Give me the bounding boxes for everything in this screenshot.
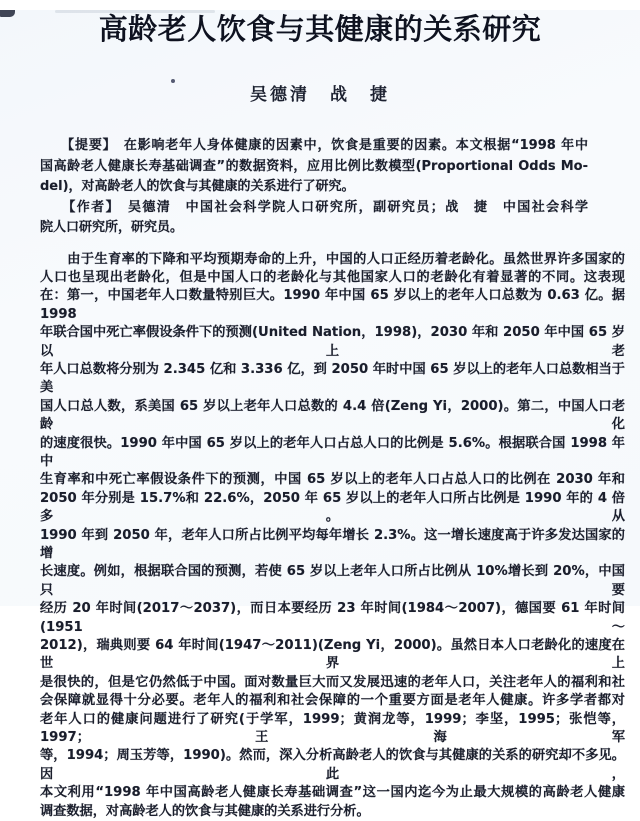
text-line: 2050 年分别是 15.7%和 22.6%，2050 年 65 岁以上的老年人口所占比例是 1990 年的 4 倍多。从 xyxy=(40,490,625,527)
text-line: 国人口总人数，系美国 65 岁以上老年人口总数的 4.4 倍(Zeng Yi，2000)。第二，中国人口老龄化 xyxy=(40,398,625,435)
text-line: 年联合国中死亡率假设条件下的预测(United Nation，1998)，2030 年和 2050 年中国 65 岁以上老 xyxy=(40,324,625,361)
text-line: 2012)，瑞典则要 64 年时间(1947～2011)(Zeng Yi，2000)。虽然日本人口老龄化的速度在世界上 xyxy=(40,637,625,674)
document-page xyxy=(0,10,640,606)
text-line: 年人口总数将分别为 2.345 亿和 3.336 亿，到 2050 年时中国 65 岁以上的老年人口总数相当于美 xyxy=(40,361,625,398)
text-line: 院人口研究所，研究员。 xyxy=(40,218,588,239)
text-line: 本文利用“1998 年中国高龄老人健康长寿基础调查”这一国内迄今为止最大规模的高龄老人健康 xyxy=(40,784,625,802)
text-line: 的速度很快。1990 年中国 65 岁以上的老年人口占总人口的比例是 5.6%。根据联合国 1998 年中 xyxy=(40,435,625,472)
text-line: 人口也呈现出老龄化，但是中国人口的老龄化与其他国家人口的老龄化有着显著的不同。这表现 xyxy=(40,269,625,287)
text-line: 在：第一，中国老年人口数量特别巨大。1990 年中国 65 岁以上的老年人口总数为 0.63 亿。据 1998 xyxy=(40,287,625,324)
text-line: del)，对高龄老人的饮食与其健康的关系进行了研究。 xyxy=(40,177,588,198)
text-line: 长速度。例如，根据联合国的预测，若使 65 岁以上老年人口所占比例从 10%增长到 20%，中国只要 xyxy=(40,563,625,600)
text-line: 生育率和中死亡率假设条件下的预测，中国 65 岁以上的老年人口占总人口的比例在 2030 年和 xyxy=(40,471,625,489)
text-line: 老年人口的健康问题进行了研究(于学军，1999；黄润龙等，1999；李坚，1995；张恺等，1997；王海军 xyxy=(40,711,625,748)
scan-edge-artifact xyxy=(55,10,215,13)
text-line: 等，1994；周玉芳等，1990)。然而，深入分析高龄老人的饮食与其健康的关系的研究却不多见。因此， xyxy=(40,747,625,784)
text-line: 经历 20 年时间(2017～2037)，而日本要经历 23 年时间(1984～2007)，德国要 61 年时间(1951～ xyxy=(40,600,625,637)
text-line: 【提要】 在影响老年人身体健康的因素中，饮食是重要的因素。本文根据“1998 年中 xyxy=(40,136,588,157)
text-line: 由于生育率的下降和平均预期寿命的上升，中国的人口正经历着老龄化。虽然世界许多国家的 xyxy=(40,251,625,269)
abstract-block xyxy=(40,136,588,239)
text-line: 会保障就显得十分必要。老年人的福利和社会保障的一个重要方面是老年人健康。许多学者都对 xyxy=(40,692,625,710)
text-line: 是很快的，但是它仍然低于中国。面对数量巨大而又发展迅速的老年人口，关注老年人的福利和社 xyxy=(40,674,625,692)
text-line: 【作者】 吴德清 中国社会科学院人口研究所，副研究员；战 捷 中国社会科学 xyxy=(40,198,588,219)
text-line: 调查数据，对高龄老人的饮食与其健康的关系进行分析。 xyxy=(40,803,625,821)
paper-title: 高龄老人饮食与其健康的关系研究 xyxy=(8,10,632,48)
body-text-block xyxy=(40,251,625,821)
scan-dot-artifact xyxy=(171,79,175,83)
scan-smudge-artifact xyxy=(0,10,15,17)
text-line: 1990 年到 2050 年，老年人口所占比例平均每年增长 2.3%。这一增长速度高于许多发达国家的增 xyxy=(40,527,625,564)
text-line: 国高龄老人健康长寿基础调查”的数据资料，应用比例比数模型(Proportional Odds Mo- xyxy=(40,157,588,178)
authors-line: 吴德清 战 捷 xyxy=(0,84,640,106)
